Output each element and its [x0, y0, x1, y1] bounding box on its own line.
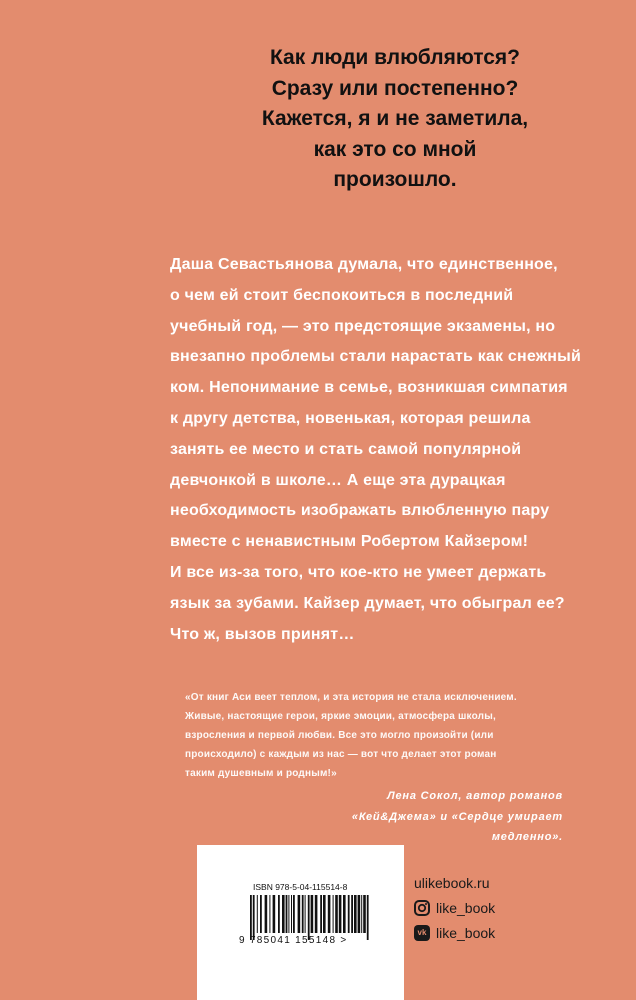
barcode-bar	[363, 895, 366, 933]
barcode-bar	[265, 895, 268, 933]
synopsis-line: ком. Непонимание в семье, возникшая симпатия	[170, 379, 568, 397]
barcode-bar	[320, 895, 322, 933]
barcode-bar	[253, 895, 255, 940]
synopsis-line: о чем ей стоит беспокоиться в последний	[170, 286, 514, 304]
instagram-handle[interactable]: like_book	[436, 899, 496, 916]
barcode-bar	[311, 895, 314, 933]
barcode-bar	[273, 895, 276, 933]
synopsis-line: Что ж, вызов принят…	[170, 625, 355, 643]
barcode-bar	[361, 895, 362, 933]
tagline-line: Сразу или постепенно?	[271, 76, 519, 100]
site-link[interactable]: ulikebook.ru	[414, 874, 490, 891]
barcode-bar	[351, 895, 353, 933]
barcode-bar	[333, 895, 334, 933]
synopsis-line: учебный год, — это предстоящие экзамены, но	[170, 317, 556, 335]
synopsis-line: вместе с ненавистным Робертом Кайзером!	[170, 533, 529, 551]
barcode-bar	[302, 895, 304, 933]
synopsis-line: к другу детства, новенькая, которая решила	[170, 409, 531, 427]
synopsis-line: девчонкой в школе… А еще эта дурацкая	[170, 471, 506, 489]
tagline-line: Кажется, я и не заметила,	[261, 107, 529, 130]
review-quote	[185, 688, 605, 783]
attribution-line: Лена Сокол, автор романов	[387, 790, 563, 802]
publisher-links	[414, 870, 564, 945]
barcode-bar	[278, 895, 280, 933]
barcode-bar	[348, 895, 350, 933]
synopsis-line: Даша Севастьянова думала, что единственное,	[170, 256, 558, 273]
barcode-bar	[288, 895, 289, 933]
synopsis-line: И все из-за того, что кое-кто не умеет держать	[170, 563, 547, 581]
attribution-line: медленно».	[491, 831, 563, 843]
barcode-bar	[257, 895, 258, 933]
barcode-bar	[323, 895, 326, 933]
barcode-bar	[269, 895, 270, 933]
barcode-bar	[293, 895, 295, 933]
tagline-line: как это со мной	[313, 137, 477, 161]
vk-handle[interactable]: like_book	[436, 924, 496, 941]
barcode-bar	[305, 895, 306, 933]
quote-line: «От книг Аси веет теплом, и эта история не стала исключением.	[185, 692, 517, 703]
barcode-bar	[343, 895, 346, 933]
barcode-bar	[286, 895, 288, 933]
barcode-bar	[315, 895, 318, 933]
quote-line: Живые, настоящие герои, яркие эмоции, атмосфера школы,	[185, 711, 496, 722]
tagline-line: произошло.	[333, 168, 457, 191]
quote-line: таким душевным и родным!»	[185, 768, 337, 779]
tagline-line: Как люди влюбляются?	[269, 46, 521, 69]
synopsis	[170, 250, 620, 650]
vk-icon: vk	[414, 925, 430, 941]
barcode-bar	[339, 895, 342, 933]
tagline	[195, 43, 595, 196]
barcode-bar	[298, 895, 301, 933]
barcode-bar	[291, 895, 292, 933]
barcode-bar	[354, 895, 357, 933]
attribution-line: «Кей&Джема» и «Сердце умирает	[351, 810, 563, 823]
synopsis-line: язык за зубами. Кайзер думает, что обыграл ее?	[170, 594, 565, 612]
barcode-bar	[282, 895, 285, 933]
synopsis-line: внезапно проблемы стали нарастать как снежный	[170, 348, 582, 366]
barcode-bar	[358, 895, 361, 933]
barcode-bar	[335, 895, 338, 933]
quote-line: взросления и первой любви. Все это могло произойти (или	[185, 730, 494, 741]
barcode-bar	[367, 895, 369, 940]
barcode-bar	[250, 895, 252, 940]
barcode-bar	[328, 895, 331, 933]
quote-attribution	[263, 786, 563, 848]
quote-line: происходило) с каждым из нас — вот что делает этот роман	[185, 749, 497, 760]
barcode	[242, 895, 374, 940]
barcode-bar	[308, 895, 310, 940]
instagram-icon	[414, 900, 430, 916]
barcode-panel	[197, 845, 404, 1000]
barcode-bar	[260, 895, 262, 933]
synopsis-line: занять ее место и стать самой популярной	[170, 440, 522, 458]
synopsis-line: необходимость изображать влюбленную пару	[170, 502, 550, 520]
barcode-digits: 9 785041 155148 >	[239, 935, 348, 946]
isbn-label: ISBN 978-5-04-115514-8	[253, 882, 348, 892]
